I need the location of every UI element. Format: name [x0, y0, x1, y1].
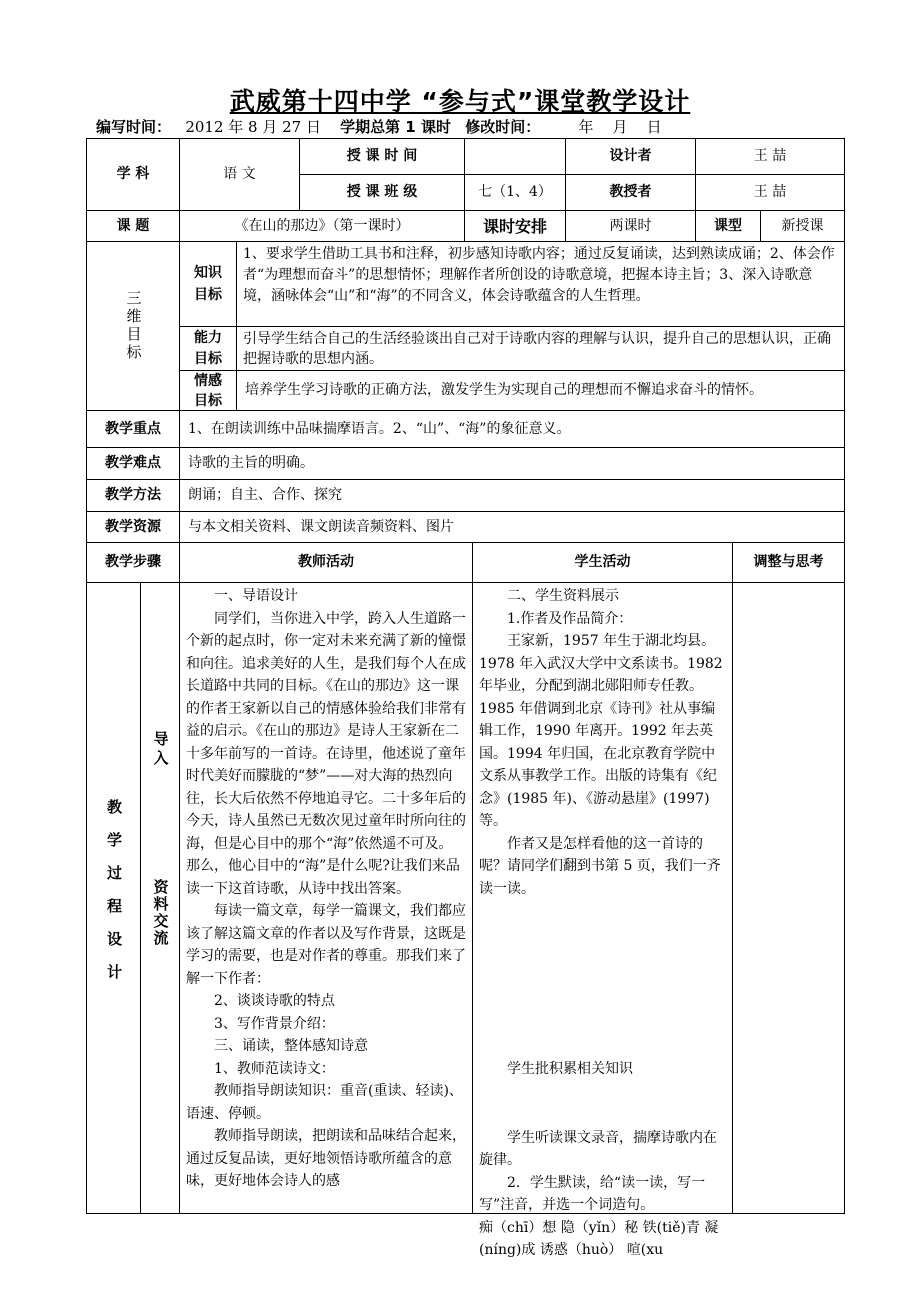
- key-text: 1、在朗读训练中品味揣摩语言。2、“山”、“海”的象征意义。: [179, 410, 845, 448]
- step-intro: 导入: [151, 731, 170, 769]
- document-title: 武威第十四中学 “参与式”课堂教学设计: [229, 87, 691, 116]
- process-side-label: 教学过程设计: [105, 799, 123, 997]
- subject-value: 语 文: [179, 138, 300, 211]
- type-value: 新授课: [760, 210, 845, 242]
- topic-label: 课 题: [86, 210, 180, 242]
- knowledge-label: 知识目标: [179, 241, 237, 327]
- student-para: 作者又是怎样看他的这一首诗的呢？请同学们翻到书第 5 页，我们一齐读一读。: [479, 835, 721, 897]
- teacher-para: 同学们，当你进入中学，跨入人生道路一个新的起点时，你一定对未来充满了新的憧憬和向往。追求美好的人生，是我们每个人在成长道路中共同的目标。《在山的那边》这一课的作者王家新以自己的情感体验给我们非常有益的启示。《在山的那边》是诗人王家新在二十多年前写的一首诗。在诗里，他述说了童年时代美好而朦胧的“梦”——对大海的热烈向往，长大后依然不停地追寻它。二十多年后的今天，诗人虽然已无数次见过童年时所向往的海，但是心目中的那个“海”依然遥不可及。那么，他心目中的“海”是什么呢?让我们来品读一下这首诗歌，从诗中找出答案。: [186, 610, 466, 897]
- adjust-cell: [732, 582, 845, 1214]
- emotion-label: 情感目标: [179, 370, 237, 411]
- resource-text: 与本文相关资料、课文朗读音频资料、图片: [179, 511, 845, 543]
- label-modified: 修改时间：: [465, 118, 541, 136]
- objectives-label-cell: [86, 241, 180, 411]
- student-para: 王家新，1957 年生于湖北均县。1978 年入武汉大学中文系读书。1982 年毕业，分配到湖北郧阳师专任教。1985 年借调到北京《诗刊》社从事编辑工作，1990 年离开。1992 年去英国。1994 年归国，在北京教育学院中文系从事教学工作。出版的诗集有《纪念》(1985 年)、《游动悬崖》(1997)等。: [479, 633, 723, 829]
- key-label: 教学重点: [86, 410, 180, 448]
- ability-text: 引导学生结合自己的生活经验谈出自己对于诗歌内容的理解与认识，提升自己的思想认识，正确把握诗歌的思想内涵。: [236, 326, 845, 371]
- teacher-para: 每读一篇文章，每学一篇课文，我们都应该了解这篇文章的作者以及写作背景，这既是学习的需要，也是对作者的尊重。那我们来了解一下作者：: [186, 903, 466, 987]
- teacher-para: 一、导语设计: [214, 588, 298, 604]
- time-value: [464, 138, 566, 175]
- teacher-para: 2、谈谈诗歌的特点: [214, 993, 335, 1009]
- method-text: 朗诵；自主、合作、探究: [179, 479, 845, 512]
- col-student: 学生活动: [472, 542, 733, 583]
- meta-line: [96, 116, 662, 137]
- teacher-para: 三、诵读，整体感知诗意: [214, 1038, 368, 1054]
- student-para: 学生批积累相关知识: [507, 1061, 633, 1077]
- student-activity: [472, 582, 733, 1258]
- student-para: 1.作者及作品简介：: [507, 610, 633, 627]
- step-materials: 资料交流: [151, 879, 170, 947]
- teacher-para: 教师指导朗读知识：重音(重读、轻读)、语速、停顿。: [186, 1083, 463, 1122]
- process-side-cell: [86, 582, 141, 1214]
- col-steps: 教学步骤: [86, 542, 180, 583]
- teacher-label: 教授者: [565, 174, 696, 211]
- class-value: 七（1、4）: [464, 174, 566, 211]
- difficulty-text: 诗歌的主旨的明确。: [179, 447, 845, 480]
- designer-value: 王 喆: [695, 138, 845, 175]
- steps-cell: [140, 582, 180, 1214]
- student-para: 二、学生资料展示: [507, 588, 619, 604]
- written-date: 2012 年 8 月 27 日: [185, 118, 321, 136]
- schedule-value: 两课时: [565, 210, 696, 242]
- col-teacher: 教师活动: [179, 542, 473, 583]
- student-para: 学生听读课文录音，揣摩诗歌内在旋律。: [479, 1129, 717, 1168]
- method-label: 教学方法: [86, 479, 180, 512]
- student-para: 痴（chī）想 隐（yǐn）秘 铁(tiě)青 凝(níng)成 诱惑（huò） 喧(xu: [479, 1219, 719, 1258]
- modified-date: 年 月 日: [578, 118, 662, 136]
- objectives-label: 三维目标: [124, 290, 143, 362]
- ability-label: 能力目标: [179, 326, 237, 371]
- resource-label: 教学资源: [86, 511, 180, 543]
- teacher-value: 王 喆: [695, 174, 845, 211]
- type-label: 课型: [695, 210, 761, 242]
- subject-label: 学 科: [86, 138, 180, 211]
- col-adjust: 调整与思考: [732, 542, 845, 583]
- schedule-label: 课时安排: [464, 210, 566, 242]
- difficulty-label: 教学难点: [86, 447, 180, 480]
- teacher-activity: [179, 582, 473, 1214]
- label-total-periods: 学期总第 1 课时: [340, 118, 451, 136]
- teacher-para: 3、写作背景介绍：: [214, 1015, 335, 1032]
- topic-value: 《在山的那边》（第一课时）: [179, 210, 465, 242]
- teacher-para: 1、教师范读诗文：: [214, 1060, 335, 1077]
- label-written: 编写时间：: [96, 118, 172, 136]
- teacher-para: 教师指导朗读，把朗读和品味结合起来，通过反复品读，更好地领悟诗歌所蕴含的意味，更好地体会诗人的感: [186, 1128, 466, 1189]
- emotion-text: 培养学生学习诗歌的正确方法，激发学生为实现自己的理想而不懈追求奋斗的情怀。: [236, 370, 845, 411]
- class-label: 授 课 班 级: [299, 174, 465, 211]
- designer-label: 设计者: [565, 138, 696, 175]
- knowledge-text: 1、要求学生借助工具书和注释，初步感知诗歌内容；通过反复诵读，达到熟读成诵；2、体会作者“为理想而奋斗”的思想情怀；理解作者所创设的诗歌意境，把握本诗主旨；3、深入诗歌意境，涵咏体会“山”和“海”的不同含义，体会诗歌蕴含的人生哲理。: [236, 241, 845, 327]
- student-para: 2．学生默读，给“读一读，写一写”注音，并选一个词造句。: [479, 1174, 706, 1213]
- time-label: 授 课 时 间: [299, 138, 465, 175]
